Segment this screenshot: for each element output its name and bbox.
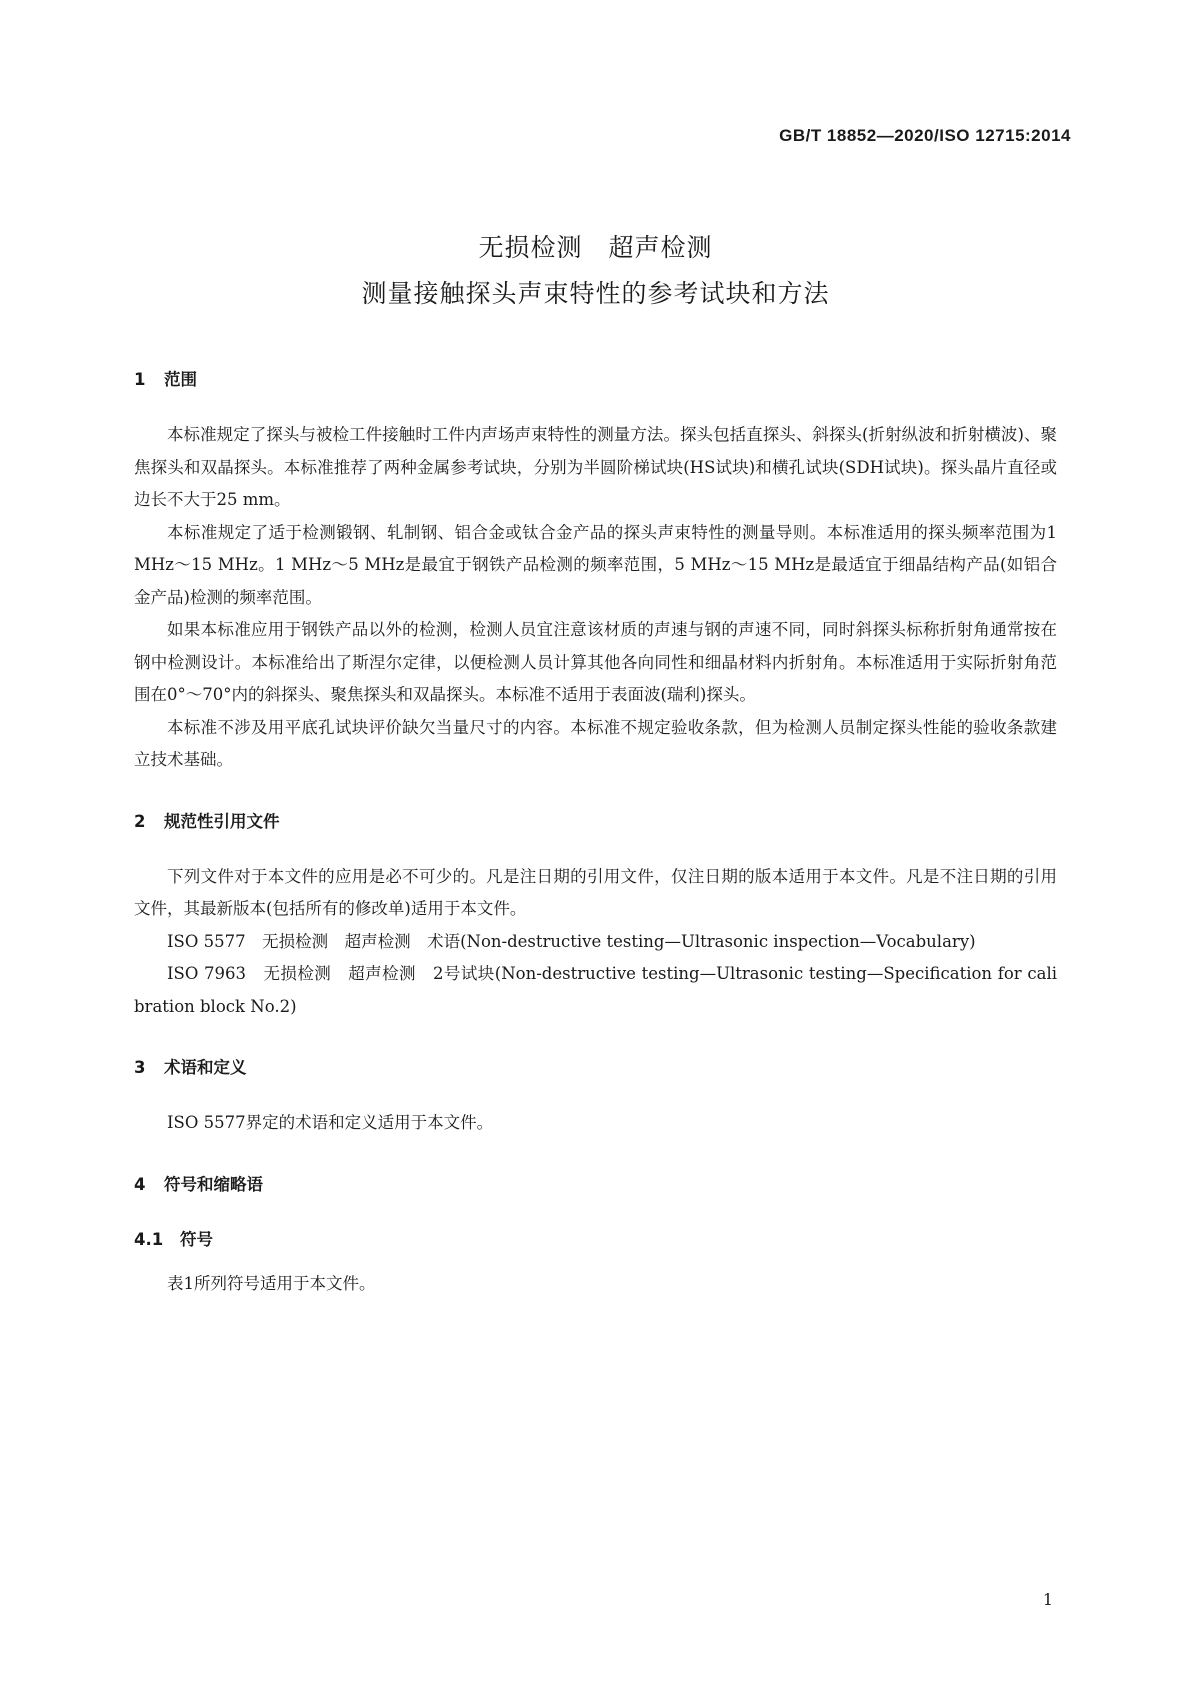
section-title: 术语和定义 [164, 1058, 247, 1077]
section-title: 符号 [180, 1229, 213, 1249]
paragraph: 表1所列符号适用于本文件。 [167, 1273, 376, 1293]
section-number: 4 [134, 1174, 146, 1194]
paragraph: 下列文件对于本文件的应用是必不可少的。凡是注日期的引用文件，仅注日期的版本适用于本文件。凡是不注日期的引用文件，其最新版本(包括所有的修改单)适用于本文件。 [134, 866, 1057, 918]
section-number: 4.1 [134, 1229, 164, 1249]
section-title: 符号和缩略语 [164, 1174, 263, 1194]
title-line-1: 无损检测 超声检测 [478, 233, 713, 262]
paragraph: 本标准规定了适于检测锻钢、轧制钢、铝合金或钛合金产品的探头声束特性的测量导则。本标准适用的探头频率范围为1 MHz～15 MHz。1 MHz～5 MHz是最宜于钢铁产品检测的频率范围，5 MHz～15 MHz是最适宜于细晶结构产品(如铝合金产品)检测的频率范围。 [134, 522, 1057, 607]
section-number: 1 [134, 370, 146, 389]
document-title [0, 225, 1191, 317]
section-title: 规范性引用文件 [164, 811, 280, 831]
paragraph: ISO 5577界定的术语和定义适用于本文件。 [167, 1113, 494, 1132]
reference-entry: ISO 7963 无损检测 超声检测 2号试块(Non-destructive testing—Ultrasonic testing—Specification for calibration block No.2) [134, 964, 1057, 1016]
section-1-heading [134, 368, 1057, 392]
title-line-2: 测量接触探头声束特性的参考试块和方法 [361, 279, 830, 308]
section-number: 2 [134, 811, 146, 831]
section-number: 3 [134, 1058, 146, 1077]
page-number: 1 [1042, 1590, 1053, 1609]
section-title: 范围 [164, 370, 197, 389]
paragraph: 如果本标准应用于钢铁产品以外的检测，检测人员宜注意该材质的声速与钢的声速不同，同时斜探头标称折射角通常按在钢中检测设计。本标准给出了斯涅尔定律，以便检测人员计算其他各向同性和细晶材料内折射角。本标准适用于实际折射角范围在0°～70°内的斜探头、聚焦探头和双晶探头。本标准不适用于表面波(瑞利)探头。 [134, 620, 1057, 704]
section-4-heading [134, 1173, 1057, 1197]
standard-number: GB/T 18852—2020/ISO 12715:2014 [779, 126, 1071, 145]
section-3-heading [134, 1056, 1057, 1080]
paragraph: 本标准规定了探头与被检工件接触时工件内声场声束特性的测量方法。探头包括直探头、斜探头(折射纵波和折射横波)、聚焦探头和双晶探头。本标准推荐了两种金属参考试块，分别为半圆阶梯试块(HS试块)和横孔试块(SDH试块)。探头晶片直径或边长不大于25 mm。 [134, 425, 1057, 509]
section-2-heading [134, 810, 1057, 834]
paragraph: 本标准不涉及用平底孔试块评价缺欠当量尺寸的内容。本标准不规定验收条款，但为检测人员制定探头性能的验收条款建立技术基础。 [134, 717, 1057, 769]
reference-entry: ISO 5577 无损检测 超声检测 术语(Non-destructive testing—Ultrasonic inspection—Vocabulary) [167, 931, 976, 951]
section-4-1-heading [134, 1228, 1057, 1252]
document-body [134, 368, 1057, 1300]
